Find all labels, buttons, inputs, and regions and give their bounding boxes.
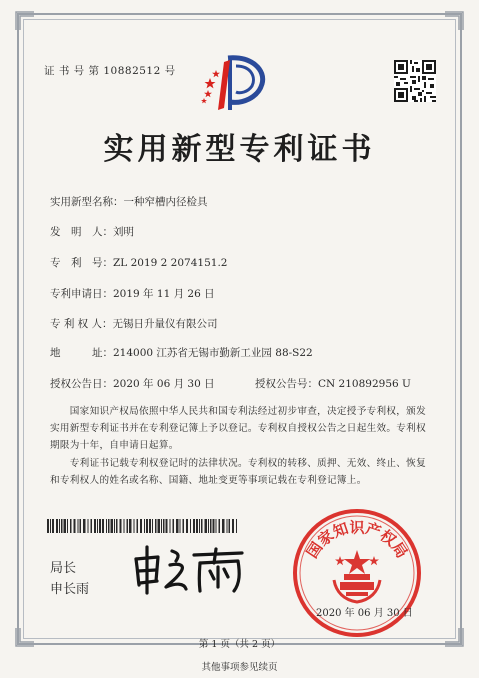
field-label: 专利申请日： bbox=[50, 288, 113, 300]
field-patent-number bbox=[50, 255, 227, 270]
seal-text: 国家知识产权局 bbox=[302, 518, 412, 562]
field-label: 发 明 人： bbox=[50, 226, 113, 238]
field-announcement-date bbox=[50, 376, 215, 391]
field-label: 地 址： bbox=[50, 347, 113, 359]
field-filing-date bbox=[50, 286, 215, 301]
legal-status-paragraph: 专利证书记载专利权登记时的法律状况。专利权的转移、质押、无效、终止、恢复和专利权人的姓名或名称、国籍、地址变更等事项记载在专利登记簿上。 bbox=[50, 458, 426, 486]
field-value: ZL 2019 2 2074151.2 bbox=[113, 257, 228, 269]
footer-note: 其他事项参见续页 bbox=[201, 662, 278, 673]
corner-ornament-top-left bbox=[14, 10, 36, 32]
page-number: 第 1 页（共 2 页） bbox=[198, 639, 281, 650]
field-utility-model-name bbox=[50, 194, 208, 209]
field-label: 授权公告日： bbox=[50, 378, 113, 390]
field-patentee bbox=[50, 316, 218, 331]
handwritten-signature bbox=[130, 543, 248, 595]
field-value: 214000 江苏省无锡市勤新工业园 88-S22 bbox=[113, 347, 313, 359]
field-address bbox=[50, 345, 313, 360]
field-announcement-number bbox=[255, 376, 411, 391]
cnipa-logo-icon bbox=[200, 52, 272, 114]
field-inventor bbox=[50, 224, 134, 239]
field-label: 实用新型名称： bbox=[50, 196, 124, 208]
field-value: 刘明 bbox=[113, 226, 134, 238]
grant-paragraph: 国家知识产权局依照中华人民共和国专利法经过初步审查，决定授予专利权，颁发实用新型专利证书并在专利登记簿上予以登记。专利权自授权公告之日起生效。专利权期限为十年，自申请日起算。 bbox=[50, 406, 426, 451]
field-value: 2020 年 06 月 30 日 bbox=[113, 378, 215, 390]
field-value: 无锡日升量仪有限公司 bbox=[112, 318, 218, 330]
field-label: 专 利 号： bbox=[50, 257, 113, 269]
certificate-number: 证 书 号 第 10882512 号 bbox=[44, 65, 176, 77]
barcode-icon bbox=[47, 519, 239, 533]
corner-ornament-top-right bbox=[443, 10, 465, 32]
signatory-title: 局长 bbox=[50, 561, 77, 576]
seal-date: 2020 年 06 月 30 日 bbox=[316, 608, 413, 619]
signatory-name: 申长雨 bbox=[50, 582, 90, 597]
field-value: CN 210892956 U bbox=[318, 378, 411, 390]
field-value: 一种窄槽内径检具 bbox=[123, 196, 208, 208]
certificate-title: 实用新型专利证书 bbox=[103, 132, 376, 167]
field-label: 授权公告号： bbox=[255, 378, 318, 390]
field-value: 2019 年 11 月 26 日 bbox=[113, 288, 215, 300]
official-seal bbox=[290, 506, 424, 640]
qr-code-icon bbox=[394, 60, 436, 102]
field-label: 专 利 权 人： bbox=[50, 318, 113, 330]
